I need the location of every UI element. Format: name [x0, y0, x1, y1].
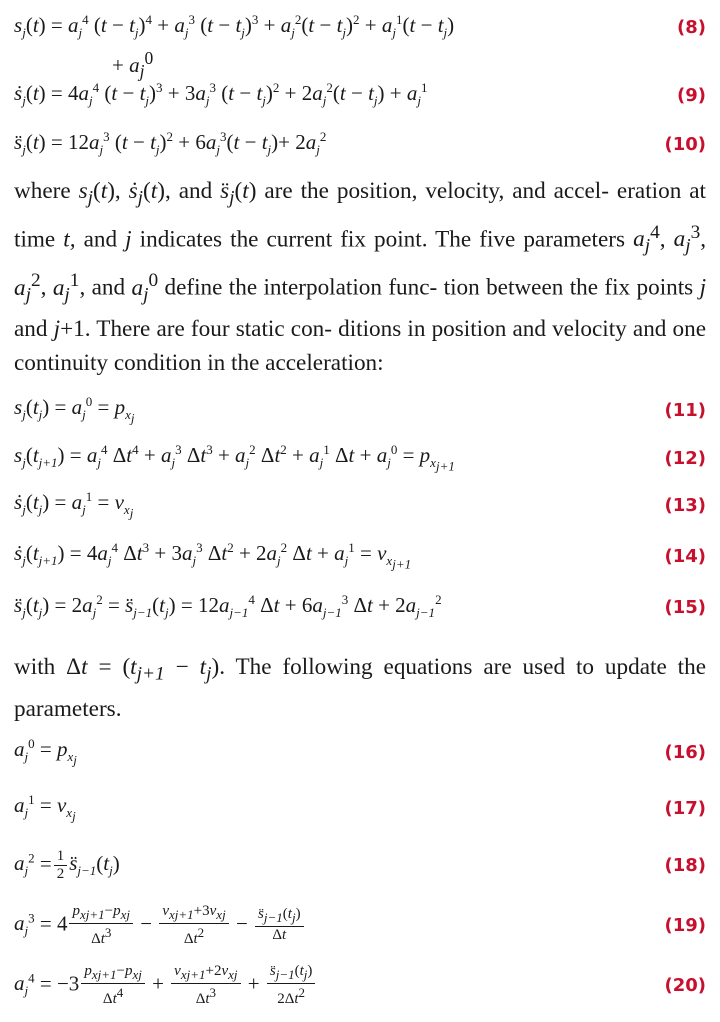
fraction: $\frac{1}{2}$	[54, 848, 68, 883]
equation-number: (14)	[664, 545, 706, 567]
word: and	[178, 178, 213, 204]
text: . The following equations are used to update the parameters.	[14, 654, 706, 722]
equation-17	[14, 791, 706, 825]
fraction: $\frac{s̈_{j-1}(t_j)}{2\Delta t^2}$	[267, 963, 316, 1008]
equation-16-body: $a_j^0 = p_{x_j}$	[14, 735, 77, 768]
equation-17-body: $a_j^1 = v_{x_j}$	[14, 791, 76, 824]
equation-12	[14, 441, 706, 475]
text: with	[14, 654, 56, 680]
equation-13-body: $ṡ_j(t_j) = a_j^1 = v_{x_j}$	[14, 488, 134, 521]
equation-14	[14, 539, 706, 573]
equation-number: (13)	[664, 494, 706, 516]
equation-number: (8)	[677, 16, 706, 38]
equation-19-body: $a_j^3 = 4$ $\frac{p_{xj+1}-p_{xj}}{\Delta t^3}$ − $\frac{v_{xj+1}+3v_{xj}}{\Delta t^2}$ − $\frac{s̈_{j-1}(t_j)}{\Delta t}$	[14, 903, 656, 948]
text: There are four static con- ditions in position and velocity and one continuity condition in the acceleration:	[14, 316, 706, 377]
equation-number: (11)	[664, 399, 706, 421]
equation-number: (12)	[664, 447, 706, 469]
text: define the interpolation func-	[164, 274, 438, 301]
equation-14-body: $ṡ_j(t_{j+1}) = 4a_j^4$ $\Delta t^3 + 3a_j^3$ $\Delta t^2 + 2a_j^2$ $\Delta t + a_j^1 = v_{x_{j+1}}$	[14, 539, 412, 572]
fraction: $\frac{p_{xj+1}-p_{xj}}{\Delta t^4}$	[81, 963, 145, 1008]
equation-11-body: $s_j(t_j) = a_j^0 = p_{x_j}$	[14, 393, 135, 426]
equation-15	[14, 590, 706, 624]
equation-8-continuation: + $a_j^0$	[112, 48, 154, 82]
paragraph-1: where $s_j(t)$, ṡ$_j$(t), and $s̈_j(t)$ are the position, velocity, and accel- eration at time t, and j indicates the current fix point. The five parameters $a_j^4$, $a_j^3$, $a_j^2$, $a_j^1$, and $a_j^0$ define the interpolation func- tion between the fix points j and j+1. There are four static con- ditions in position and velocity and one continuity condition in the acceleration:	[14, 178, 707, 377]
equation-20	[14, 962, 706, 1007]
equation-18-body: $a_j^2$ = $\frac{1}{2}$ $s̈_{j-1}(t_j)$	[14, 847, 120, 882]
text: indicates the current fix point. The five parameters	[139, 226, 626, 253]
equation-20-body: $a_j^4 = -3$ $\frac{p_{xj+1}-p_{xj}}{\Delta t^4}$ + $\frac{v_{xj+1}+2v_{xj}}{\Delta t^3}$ + $\frac{s̈_{j-1}(t_j)}{2\Delta t^2}$	[14, 963, 656, 1008]
equation-number: (20)	[664, 974, 706, 996]
paragraph-2: with $\Delta t = (t_{j+1} - t_j)$. The following equations are used to update the parameters.	[14, 654, 706, 722]
equation-19	[14, 902, 706, 947]
text: are the position, velocity, and accel-	[264, 178, 609, 204]
equation-13	[14, 488, 706, 522]
text: eration at time	[14, 178, 706, 253]
equation-number: (15)	[664, 596, 706, 618]
equation-number: (18)	[664, 854, 706, 876]
equation-11	[14, 393, 706, 427]
equation-18	[14, 848, 706, 882]
equation-8	[14, 10, 706, 44]
equation-10	[14, 127, 706, 161]
equation-12-body: $s_j(t_{j+1}) = a_j^4$ $\Delta t^4 + a_j^3$ $\Delta t^3 + a_j^2$ $\Delta t^2 + a_j^1$ $\Delta t + a_j^0 = p_{x_{j+1}}$	[14, 441, 455, 474]
text: and	[83, 226, 118, 253]
word: where	[14, 178, 71, 204]
equation-number: (10)	[664, 133, 706, 155]
equation-9	[14, 78, 706, 112]
equation-8-body: $s_j(t) = a_j^4$ $(t - t_j)^4 + a_j^3$ $(t - t_j)^3 + a_j^2(t - t_j)^2 + a_j^1(t - t_j)$	[14, 12, 455, 41]
fraction: $\frac{s̈_{j-1}(t_j)}{\Delta t}$	[255, 906, 304, 944]
equation-number: (19)	[664, 914, 706, 936]
equation-number: (17)	[664, 797, 706, 819]
text: tion between the fix points	[443, 274, 694, 301]
equation-number: (16)	[664, 741, 706, 763]
fraction: $\frac{p_{xj+1}-p_{xj}}{\Delta t^3}$	[69, 903, 133, 948]
equation-number: (9)	[677, 84, 706, 106]
equation-15-body: $s̈_j(t_j) = 2a_j^2$ = $s̈_{j-1}(t_j) = 12a_{j-1}^4$ $\Delta t + 6a_{j-1}^3$ $\Delta t + 2a_{j-1}^2$	[14, 592, 442, 621]
fraction: $\frac{v_{xj+1}+2v_{xj}}{\Delta t^3}$	[171, 963, 240, 1008]
equation-10-body: $s̈_j(t) = 12a_j^3$ $(t - t_j)^2 + 6a_j^3(t - t_j)+ 2a_j^2$	[14, 129, 327, 158]
equation-16	[14, 735, 706, 769]
fraction: $\frac{v_{xj+1}+3v_{xj}}{\Delta t^2}$	[159, 903, 228, 948]
equation-9-body: ṡ$_j$(t) = $4a_j^4$ $(t - t_j)^3 + 3a_j^3$ $(t - t_j)^2 + 2a_j^2(t - t_j) + a_j^1$	[14, 80, 428, 109]
